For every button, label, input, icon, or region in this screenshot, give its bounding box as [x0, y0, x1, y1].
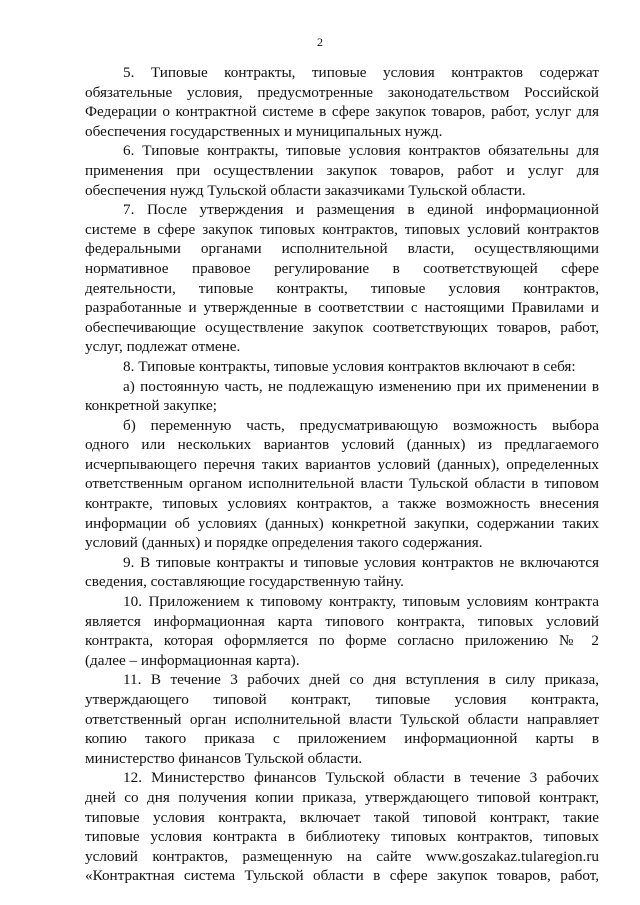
- page-number: 2: [317, 35, 323, 49]
- paragraph-8b: [85, 416, 599, 553]
- text-line: сведения, составляющие государственную тайну.: [85, 573, 404, 591]
- paragraph-7: [85, 200, 599, 357]
- text-line: является информационная карта типового контракта, типовых условий: [85, 612, 599, 630]
- text-line: а) постоянную часть, не подлежащую изменению при их применении в: [123, 377, 599, 395]
- text-line: информации об условиях (данных) конкретной закупки, содержании таких: [85, 514, 599, 532]
- text-line: федеральными органами исполнительной власти, осуществляющими: [85, 240, 599, 258]
- paragraph-10: [85, 592, 599, 670]
- text-line: копию такого приказа с приложением информационной карты в: [85, 730, 599, 748]
- text-line: ответственным органом исполнительной власти Тульской области в типовом: [85, 475, 599, 493]
- text-line: одного или нескольких вариантов условий (данных) из предлагаемого: [85, 436, 599, 454]
- text-line: 6. Типовые контракты, типовые условия контрактов обязательны для: [123, 142, 599, 160]
- text-line: 7. После утверждения и размещения в единой информационной: [123, 201, 599, 219]
- text-line: 8. Типовые контракты, типовые условия контрактов включают в себя:: [123, 357, 576, 375]
- text-line: нормативное правовое регулирование в соответствующей сфере: [85, 259, 599, 277]
- text-line: обеспечения государственных и муниципальных нужд.: [85, 122, 443, 140]
- text-line: обеспечивающие осуществление закупок соответствующих товаров, работ,: [85, 318, 599, 336]
- text-line: контракта, которая оформляется по форме согласно приложению № 2: [85, 632, 599, 650]
- text-line: услуг, подлежат отмене.: [85, 338, 241, 356]
- text-line: контракте, типовых условиях контрактов, а также возможность внесения: [85, 495, 599, 513]
- text-line: обеспечения нужд Тульской области заказчиками Тульской области.: [85, 181, 526, 199]
- paragraph-12: [85, 768, 599, 886]
- paragraph-8: [85, 357, 599, 377]
- text-line: системе в сфере закупок типовых контрактов, типовых условий контрактов: [85, 220, 599, 238]
- document-body: [85, 63, 599, 886]
- text-line: исчерпывающего перечня таких вариантов условий (данных), определенных: [85, 455, 599, 473]
- text-line: дней со дня получения копии приказа, утверждающего типовой контракт,: [85, 788, 599, 806]
- text-line: б) переменную часть, предусматривающую возможность выбора: [123, 416, 599, 434]
- text-line: Федерации о контрактной системе в сфере закупок товаров, работ, услуг для: [85, 103, 599, 121]
- text-line: типовые условия контракта в библиотеку типовых контрактов, типовых: [85, 828, 599, 846]
- text-line: 10. Приложением к типовому контракту, типовым условиям контракта: [123, 593, 599, 611]
- text-line: разработанные и утвержденные в соответствии с настоящими Правилами и: [85, 299, 599, 317]
- text-line: «Контрактная система Тульской области в сфере закупок товаров, работ,: [85, 867, 599, 885]
- text-line: министерство финансов Тульской области.: [85, 749, 363, 767]
- paragraph-6: [85, 141, 599, 200]
- paragraph-9: [85, 553, 599, 592]
- text-line: деятельности, типовые контракты, типовые условия контрактов,: [85, 279, 599, 297]
- text-line: типовые условия контракта, включает такой типовой контракт, такие: [85, 808, 599, 826]
- text-line: 9. В типовые контракты и типовые условия контрактов не включаются: [123, 553, 599, 571]
- text-line: утверждающего типовой контракт, типовые условия контракта,: [85, 691, 599, 708]
- text-line: (далее – информационная карта).: [85, 651, 300, 669]
- text-line: обязательные условия, предусмотренные законодательством Российской: [85, 83, 599, 101]
- text-line: условий (данных) и порядке определения такого содержания.: [85, 534, 483, 552]
- text-line: 5. Типовые контракты, типовые условия контрактов содержат: [123, 64, 599, 81]
- text-line: ответственный орган исполнительной власти Тульской области направляет: [85, 710, 599, 728]
- text-line: 11. В течение 3 рабочих дней со дня вступления в силу приказа,: [123, 671, 599, 689]
- paragraph-11: [85, 670, 599, 768]
- paragraph-5: [85, 63, 599, 141]
- text-line: 12. Министерство финансов Тульской области в течение 3 рабочих: [123, 769, 599, 787]
- text-line: конкретной закупке;: [85, 397, 217, 415]
- text-line: условий контрактов, размещенную на сайте www.goszakaz.tularegion.ru: [85, 847, 599, 865]
- text-line: применения при осуществлении закупок товаров, работ и услуг для: [85, 161, 599, 179]
- paragraph-8a: [85, 377, 599, 416]
